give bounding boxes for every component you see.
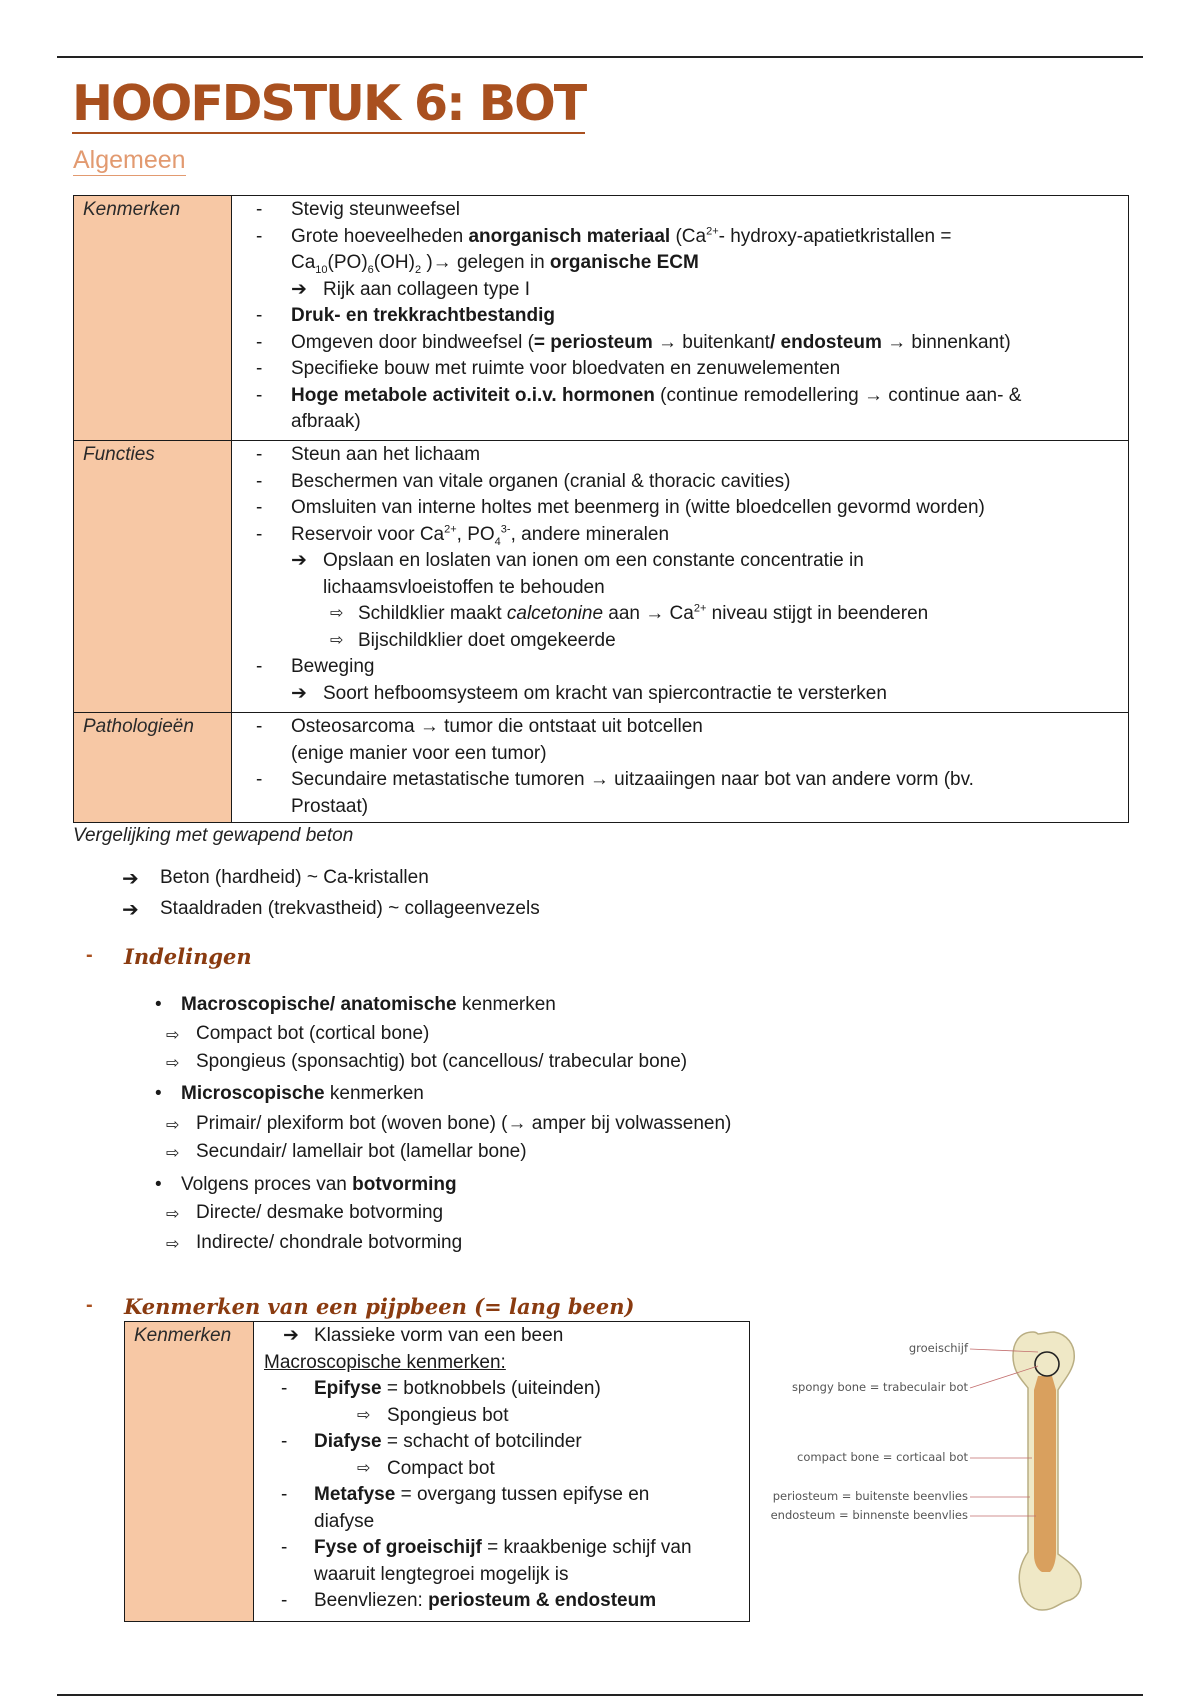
content-pathologieen — [232, 713, 1129, 823]
arrow-item: ➔ Soort hefboomsysteem om kracht van spiercontractie te versterken — [291, 682, 887, 704]
arrow-item: ➔ Opslaan en loslaten van ionen om een constante concentratie in — [291, 550, 864, 571]
content-pijpbeen — [254, 1322, 750, 1622]
top-rule — [57, 56, 1143, 58]
section-heading-indelingen: Indelingen — [124, 944, 252, 969]
list-item: - Druk- en trekkrachtbestandig — [256, 305, 555, 326]
long-bone-figure — [770, 1320, 1100, 1620]
figure-labels — [771, 1341, 1038, 1522]
list-item: - Beenvliezen: periosteum & endosteum — [281, 1590, 657, 1611]
label-kenmerken: Kenmerken — [74, 196, 232, 441]
bone-illustration — [1013, 1332, 1081, 1610]
list-item: - Steun aan het lichaam — [256, 444, 481, 465]
section-dash: - — [86, 944, 93, 966]
list-item: - Secundaire metastatische tumoren → uitzaaiingen naar bot van andere vorm (bv. — [256, 769, 974, 790]
sub-item: ⇨ Indirecte/ chondrale botvorming — [166, 1232, 463, 1253]
bullet-item: • Microscopische kenmerken — [155, 1083, 424, 1104]
label-groeischijf: groeischijf — [908, 1341, 968, 1355]
list-item: - Metafyse = overgang tussen epifyse en — [281, 1484, 650, 1505]
list-item-continued: $Ca_{10}(PO)_6(OH)_2$ )→ gelegen in organische ECM — [291, 252, 699, 276]
label-functies: Functies — [74, 441, 232, 713]
sub-arrow-item: ⇨ Schildklier maakt calcetonine aan → $Ca^{2+}$ niveau stijgt in beenderen — [330, 602, 929, 624]
list-item: - Grote hoeveelheden anorganisch materiaal ($Ca^{2+}-$ hydroxy-apatietkristallen = — [256, 225, 952, 247]
sub-arrow-item: ⇨ Bijschildklier doet omgekeerde — [330, 629, 616, 651]
row-kenmerken-pijpbeen — [125, 1322, 750, 1622]
arrow-item: ➔ Klassieke vorm van een been — [283, 1325, 564, 1346]
list-item: - Omsluiten van interne holtes met beenmerg in (witte bloedcellen gevormd worden) — [256, 497, 985, 518]
label-kenmerken-pijpbeen: Kenmerken — [125, 1322, 254, 1622]
bottom-rule — [57, 1694, 1143, 1696]
list-item-continued: waaruit lengtegroei mogelijk is — [314, 1563, 569, 1585]
sub-item: ⇨ Compact bot (cortical bone) — [166, 1023, 430, 1044]
list-item-continued: (enige manier voor een tumor) — [291, 742, 547, 764]
label-endosteum: endosteum = binnenste beenvlies — [770, 1508, 968, 1522]
marrow-cavity — [1034, 1376, 1056, 1572]
comparison-item: Staaldraden (trekvastheid) ~ collageenvezels — [160, 898, 540, 919]
list-item-continued: diafyse — [314, 1510, 375, 1532]
bullet-item: • Macroscopische/ anatomische kenmerken — [155, 994, 556, 1015]
pijpbeen-table — [124, 1321, 750, 1622]
label-periosteum: periosteum = buitenste beenvlies — [772, 1489, 968, 1503]
arrow-item-continued: lichaamsvloeistoffen te behouden — [323, 576, 605, 598]
bullet-item: • Volgens proces van botvorming — [155, 1174, 457, 1195]
sub-item: ⇨ Spongieus (sponsachtig) bot (cancellous/ trabecular bone) — [166, 1051, 688, 1072]
section-heading-pijpbeen: Kenmerken van een pijpbeen (= lang been) — [124, 1294, 635, 1319]
list-item: - Beschermen van vitale organen (cranial & thoracic cavities) — [256, 470, 791, 492]
list-item: - Epifyse = botknobbels (uiteinden) — [281, 1378, 601, 1399]
content-kenmerken — [232, 196, 1129, 441]
section-subtitle: Algemeen — [73, 146, 186, 174]
sub-arrow-item: ⇨ Spongieus bot — [357, 1404, 509, 1426]
sub-item: ⇨ Directe/ desmake botvorming — [166, 1202, 444, 1223]
content-functies — [232, 441, 1129, 713]
list-item: - Fyse of groeischijf = kraakbenige schijf van — [281, 1537, 692, 1558]
row-kenmerken — [74, 196, 1129, 441]
sub-item: ⇨ Secundair/ lamellair bot (lamellar bone) — [166, 1141, 527, 1162]
list-item: - Stevig steunweefsel — [256, 199, 460, 220]
arrow-bullet: ➔ — [122, 899, 139, 921]
label-compact: compact bone = corticaal bot — [797, 1450, 968, 1464]
subheading: Macroscopische kenmerken: — [264, 1351, 506, 1373]
row-functies — [74, 441, 1129, 713]
list-item-continued: Prostaat) — [291, 795, 369, 817]
section-dash: - — [86, 1294, 93, 1316]
label-pathologieen: Pathologieën — [74, 713, 232, 823]
sub-arrow-item: ⇨ Compact bot — [357, 1457, 495, 1479]
arrow-item: ➔ Rijk aan collageen type I — [291, 278, 531, 300]
list-item-continued: afbraak) — [291, 411, 361, 432]
list-item: - Hoge metabole activiteit o.i.v. hormonen (continue remodellering → continue aan- & — [256, 384, 1022, 406]
page-title: HOOFDSTUK 6: BOT — [72, 75, 586, 132]
list-item: - Diafyse = schacht of botcilinder — [281, 1431, 582, 1452]
list-item: - Beweging — [256, 656, 375, 677]
sub-item: ⇨ Primair/ plexiform bot (woven bone) (→ amper bij volwassenen) — [166, 1113, 732, 1134]
row-pathologieen — [74, 713, 1129, 823]
list-item: - Specifieke bouw met ruimte voor bloedvaten en zenuwelementen — [256, 358, 841, 379]
general-table — [73, 195, 1129, 823]
comparison-heading: Vergelijking met gewapend beton — [73, 825, 354, 846]
comparison-item: Beton (hardheid) ~ Ca-kristallen — [160, 867, 429, 888]
list-item: - Osteosarcoma → tumor die ontstaat uit botcellen — [256, 716, 703, 737]
list-item: - Omgeven door bindweefsel (= periosteum → buitenkant/ endosteum → binnenkant) — [256, 331, 1011, 353]
label-spongy: spongy bone = trabeculair bot — [792, 1380, 968, 1394]
list-item: - Reservoir voor $Ca^{2+}$, $PO_4^{3-}$, andere mineralen — [256, 523, 670, 548]
arrow-bullet: ➔ — [122, 868, 139, 890]
